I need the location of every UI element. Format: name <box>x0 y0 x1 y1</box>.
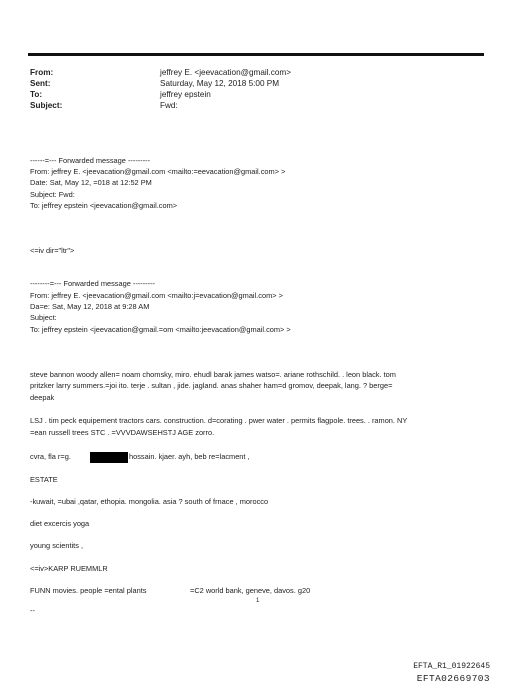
forward1-to: To: jeffrey epstein <jeevacation@gmail.com> <box>30 201 178 210</box>
sent-label: Sent: <box>30 79 51 88</box>
places-line: -kuwait, =ubai ,qatar, ethopia. mongolia. asia ? south of frnace , morocco <box>30 497 269 506</box>
forward2-from: From: jeffrey E. <jeevacation@gmail.com <mailto:j=evacation@gmail.com> > <box>30 291 283 300</box>
lsj-line-2: =ean russell trees STC . =VVVDAWSEHSTJ AGE zorro. <box>30 428 215 437</box>
subject-value: Fwd: <box>160 101 178 110</box>
sent-value: Saturday, May 12, 2018 5:00 PM <box>160 79 280 88</box>
forward2-date: Da=e: Sat, May 12, 2018 at 9:28 AM <box>30 302 150 311</box>
lsj-line-1: LSJ . tim peck equipement tractors cars. construction. d=corating . pwer water . permits flagpole. trees. . ramon. NY <box>30 416 408 425</box>
footer-id-small: EFTA_R1_01922645 <box>413 662 490 671</box>
forward1-from: From: jeffrey E. <jeevacation@gmail.com <mailto:=eevacation@gmail.com> > <box>30 167 286 176</box>
names-line-2: pritzker larry summers.=joi ito. terje . sultan , jide. jagland. anas shaher ham=d gromov, deepak, lang. ? berge= <box>30 381 393 390</box>
subject-label: Subject: <box>30 101 63 110</box>
div-tag-line: <=iv dir="ltr"> <box>30 246 75 255</box>
forward2-banner: --------=--- Forwarded message --------- <box>30 279 156 288</box>
redaction-block <box>90 452 128 463</box>
page-number: 1 <box>256 598 260 604</box>
from-value: jeffrey E. <jeevacation@gmail.com> <box>160 68 292 77</box>
cvra-line-right: hossain. kjaer. ayh, beb re=lacment , <box>129 452 250 461</box>
footer-id-large: EFTA02669703 <box>416 673 490 684</box>
forward1-date: Date: Sat, May 12, =018 at 12:52 PM <box>30 178 152 187</box>
trailing-dashes: -- <box>30 606 35 615</box>
forward1-subject: Subject: Fwd: <box>30 190 75 199</box>
header-divider <box>28 53 484 56</box>
names-line-1: steve bannon woody allen= noam chomsky, miro. ehudl barak james watso=. ariane rothschild. . leon black. tom <box>30 370 396 379</box>
estate-line: ESTATE <box>30 475 58 484</box>
cvra-line-left: cvra, fla r=g. <box>30 452 71 461</box>
forward2-subject: Subject: <box>30 313 57 322</box>
funn-line-right: =C2 world bank, geneve, davos. g20 <box>190 586 311 595</box>
karp-line: <=iv>KARP RUEMMLR <box>30 564 108 573</box>
to-value: jeffrey epstein <box>160 90 211 99</box>
from-label: From: <box>30 68 54 77</box>
forward2-to: To: jeffrey epstein <jeevacation@gmail.=om <mailto:jeevacation@gmail.com> > <box>30 325 291 334</box>
forward1-banner: ------=--- Forwarded message --------- <box>30 156 151 165</box>
young-scientists-line: young scientits , <box>30 541 83 550</box>
to-label: To: <box>30 90 43 99</box>
names-line-3: deepak <box>30 393 55 402</box>
funn-line-left: FUNN movies. people =ental plants <box>30 586 147 595</box>
diet-line: diet excercis yoga <box>30 519 90 528</box>
